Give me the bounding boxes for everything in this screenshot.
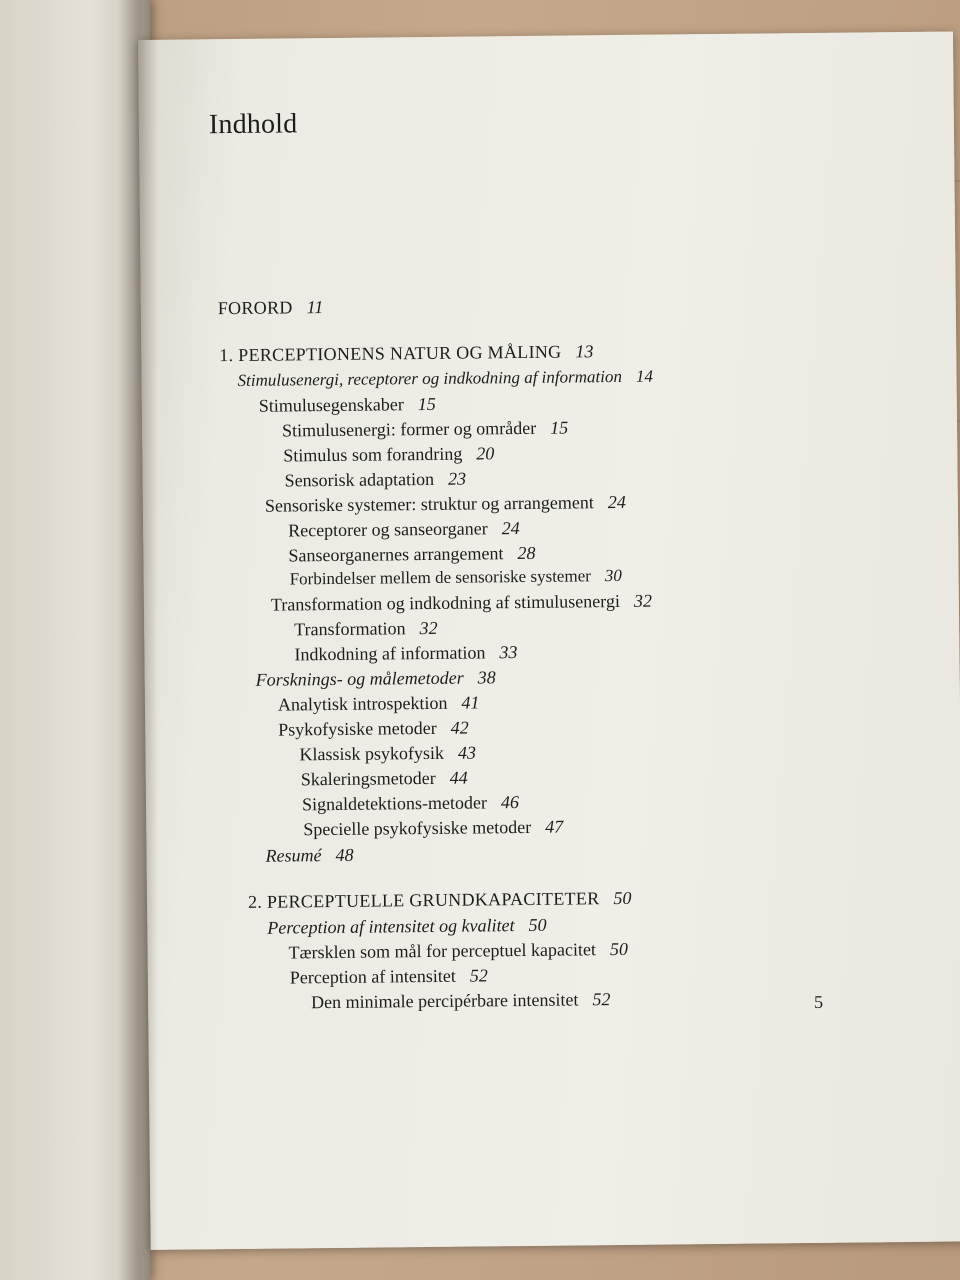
toc-entry-label: 1. PERCEPTIONENS NATUR OG MÅLING [219, 341, 562, 366]
toc-entry-label: Stimulusenergi, receptorer og indkodning af information [237, 366, 623, 390]
toc-entry-label: Analytisk introspektion [277, 692, 448, 715]
book-gutter [118, 0, 158, 1280]
toc-entry-label: Psykofysiske metoder [278, 717, 437, 740]
toc-entry [265, 844, 353, 867]
toc-entry [290, 565, 622, 590]
toc-entry-page: 52 [469, 965, 488, 986]
toc-entry-label: Receptorer og sanseorganer [288, 518, 488, 541]
toc-entry-page: 42 [450, 717, 469, 738]
toc-entry [290, 964, 488, 988]
toc-entry [302, 791, 519, 815]
toc-entry [248, 887, 632, 913]
toc-entry [282, 417, 568, 442]
toc-entry-page: 24 [607, 491, 626, 513]
toc-entry [288, 517, 520, 541]
toc-entry-label: Perception af intensitet [289, 965, 456, 988]
toc-entry-label: Stimulus som forandring [283, 443, 463, 466]
toc-entry [237, 366, 653, 392]
toc-entry-label: 2. PERCEPTUELLE GRUNDKAPACITETER [247, 888, 600, 912]
toc-entry [288, 542, 535, 567]
toc-entry [288, 938, 628, 964]
toc-entry-page: 15 [417, 393, 436, 415]
toc-entry [299, 742, 476, 766]
toc-entry-page: 46 [500, 792, 520, 813]
page-title: Indhold [208, 108, 298, 141]
toc-entry-label: Transformation og indkodning af stimulusenergi [270, 590, 620, 615]
toc-entry-page: 13 [575, 341, 594, 362]
toc-entry [311, 988, 611, 1013]
book-page [138, 31, 960, 1249]
toc-entry-label: Sensorisk adaptation [284, 468, 435, 491]
toc-entry-label: Perception af intensitet og kvalitet [267, 915, 515, 938]
toc-entry-label: Resumé [265, 845, 322, 866]
toc-entry-page: 24 [501, 518, 520, 539]
toc-entry [294, 617, 438, 640]
toc-entry-label: Signaldetektions-metoder [301, 792, 488, 815]
toc-entry-label: Klassisk psykofysik [299, 742, 445, 765]
toc-entry-label: FORORD [217, 297, 293, 319]
toc-entry-page: 38 [477, 667, 496, 688]
toc-entry-label: Forbindelser mellem de sensoriske systemer [289, 566, 591, 589]
toc-entry-page: 47 [545, 816, 564, 837]
toc-entry [265, 491, 626, 517]
toc-entry [218, 296, 324, 319]
toc-entry-page: 32 [419, 617, 438, 639]
page-number: 5 [814, 991, 824, 1012]
toc-entry-page: 15 [550, 417, 569, 438]
toc-entry-page: 41 [461, 692, 480, 713]
toc-entry-label: Indkodning af information [294, 642, 486, 665]
toc-entry-label: Tærsklen som mål for perceptuel kapacitet [288, 939, 597, 963]
toc-entry-page: 50 [613, 887, 632, 909]
toc-entry-page: 43 [457, 742, 477, 763]
toc-entry-label: Forsknings- og målemetoder [255, 667, 464, 690]
toc-entry-label: Sensoriske systemer: struktur og arrangement [264, 492, 594, 516]
toc-entry-page: 48 [335, 844, 354, 865]
toc-entry-page: 14 [635, 366, 654, 386]
toc-entry [278, 691, 480, 715]
toc-entry-page: 50 [528, 914, 547, 935]
toc-entry-label: Specielle psykofysiske metoder [303, 816, 532, 840]
toc-entry-label: Stimulusegenskaber [258, 394, 404, 416]
toc-entry [294, 641, 517, 665]
toc-entry [285, 468, 467, 492]
toc-entry-page: 30 [604, 565, 622, 586]
toc-entry-page: 11 [306, 297, 324, 318]
toc-entry-label: Skaleringsmetoder [300, 767, 436, 790]
toc-entry [283, 442, 494, 466]
toc-entry-page: 28 [517, 542, 536, 564]
toc-entry [271, 590, 652, 616]
toc-entry [303, 816, 563, 841]
toc-entry-page: 50 [609, 938, 629, 960]
toc-entry-label: Stimulusenergi: former og områder [281, 417, 537, 441]
toc-entry-page: 52 [592, 989, 611, 1010]
toc-entry [219, 340, 593, 366]
toc-entry [278, 717, 469, 741]
toc-entry-page: 32 [633, 590, 652, 611]
toc-entry [267, 914, 546, 939]
toc-entry-page: 23 [447, 468, 467, 489]
toc-entry-page: 33 [499, 642, 518, 663]
toc-entry-label: Den minimale percipérbare intensitet [310, 989, 579, 1013]
table-of-contents [138, 31, 960, 1249]
toc-entry-label: Transformation [294, 618, 406, 640]
toc-entry-page: 20 [476, 443, 495, 464]
toc-entry [256, 666, 496, 691]
toc-entry [259, 393, 436, 417]
toc-entry-page: 44 [449, 767, 468, 788]
toc-entry-label: Sanseorganernes arrangement [288, 543, 504, 566]
toc-entry [301, 767, 468, 791]
